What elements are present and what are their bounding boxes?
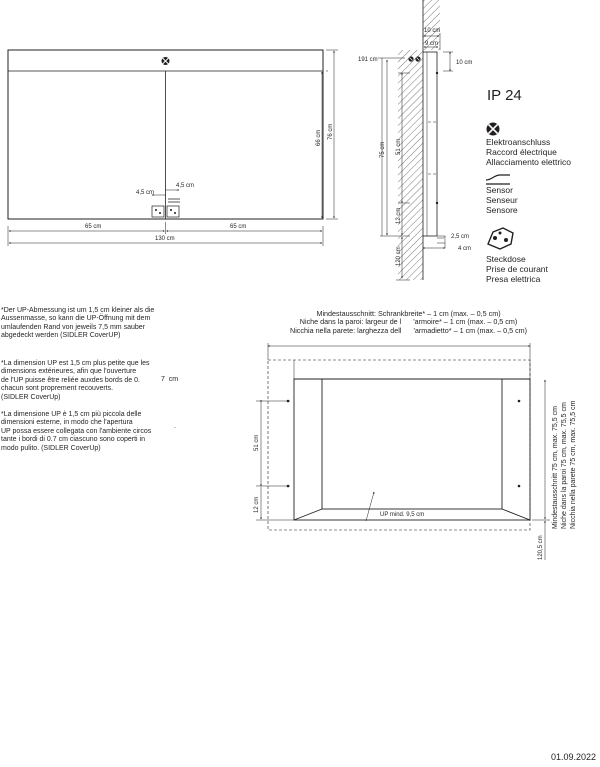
legend-electrical-de: Elektroanschluss bbox=[486, 137, 551, 147]
note-it: *La dimensione UP è 1,5 cm più piccola delle dimensioni esterne, in modo che l'apertura UP possa essere collegata con l'ambiente circos tante i bordi di 0.7 cm ciascuno sono coperti in modo pulito. (SIDLER CoverUp) bbox=[1, 411, 152, 452]
legend-sensor-de: Sensor bbox=[486, 185, 513, 195]
note-fr: *La dimension UP est 1,5 cm plus petite que les dimensions extérieures, afin que l'ouverture de l'UP puisse être reliée auxdes bords de 0. chacun sont proprement recouverts. (SIDLER CoverUp) bbox=[1, 360, 150, 401]
width-right-label: 65 cm bbox=[230, 224, 247, 230]
note-fr-extra: 7 cm bbox=[161, 376, 179, 383]
niche-header-de: Mindestausschnitt: Schrankbreite* – 1 cm (max. – 0,5 cm) bbox=[316, 309, 501, 318]
ip-rating: IP 24 bbox=[487, 87, 522, 104]
upper-depth-label: 10 cm bbox=[456, 60, 473, 66]
niche-header bbox=[290, 310, 527, 335]
niche-side-text-fr: Niche dans la paroi 75 cm, max. 75,5 cm bbox=[561, 402, 568, 529]
legend-electrical-fr: Raccord électrique bbox=[486, 147, 557, 157]
width-left-label: 65 cm bbox=[85, 224, 102, 230]
niche-header-fr: Niche dans la paroi: largeur de l 'armoire* – 1 cm (max. – 0,5 cm) bbox=[299, 317, 518, 327]
socket-offset-right-label: 4,5 cm bbox=[176, 183, 195, 189]
side-view bbox=[358, 0, 472, 280]
legend-sensor-it: Sensore bbox=[486, 205, 518, 215]
legend-sensor-text bbox=[486, 185, 518, 215]
note-de: *Der UP-Abmessung ist um 1,5 cm kleiner als die Aussenmasse, so kann die UP-Öffnung mit dem umlaufenden Rand von jeweils 7,5 mm sauber abgedeckt werden (SIDLER CoverUP) bbox=[1, 307, 155, 340]
niche-back-wall bbox=[322, 379, 502, 509]
note-it-mark: . bbox=[174, 423, 176, 430]
niche-dashed-outline bbox=[268, 360, 530, 530]
electrical-connection-icon bbox=[162, 57, 170, 65]
height-191-label: 191 cm bbox=[358, 57, 378, 63]
offset-2-5-label: 2,5 cm bbox=[451, 234, 470, 240]
width-total-label: 130 cm bbox=[155, 236, 175, 242]
niche-height-12-label: 12 cm bbox=[254, 496, 260, 513]
legend-electrical-icon bbox=[487, 123, 500, 136]
height-75-label: 75 cm bbox=[380, 141, 386, 158]
legend-sensor-fr: Senseur bbox=[486, 195, 518, 205]
niche-height-51-label: 51 cm bbox=[254, 434, 260, 451]
cabinet-side-profile bbox=[423, 52, 437, 236]
socket-offset-left-label: 4,5 cm bbox=[136, 190, 155, 196]
sensor-icon bbox=[168, 199, 180, 202]
legend-socket-it: Presa elettrica bbox=[486, 274, 541, 284]
niche-opening bbox=[294, 379, 530, 520]
height-51-label: 51 cm bbox=[396, 138, 402, 155]
inner-depth-label: 9 cm bbox=[425, 41, 439, 47]
niche-side-text-it: Nicchia nella parete 75 cm, max. 75,5 cm bbox=[570, 400, 577, 529]
up-min-depth-label: UP mind. 9,5 cm bbox=[380, 512, 425, 518]
legend-socket-text bbox=[486, 254, 548, 284]
legend-socket-fr: Prise de courant bbox=[486, 264, 548, 274]
height-12-label: 12 cm bbox=[396, 207, 402, 224]
legend-electrical-text bbox=[486, 137, 571, 167]
legend-socket-de: Steckdose bbox=[486, 254, 526, 264]
niche-bottom-dim-label: 120,5 cm bbox=[538, 535, 544, 560]
legend-sensor-icon bbox=[486, 175, 510, 184]
niche-header-it: Nicchia nella parete: larghezza dell 'armadietto* – 1 cm (max. – 0,5 cm) bbox=[290, 325, 528, 335]
top-depth-label: 10 cm bbox=[424, 28, 441, 34]
footer-date: 01.09.2022 bbox=[551, 752, 597, 762]
front-view bbox=[8, 50, 338, 246]
legend-socket-icon bbox=[488, 228, 513, 249]
offset-4-label: 4 cm bbox=[458, 246, 472, 252]
niche-view bbox=[254, 343, 577, 560]
height-inner-label: 66 cm bbox=[316, 129, 322, 146]
niche-side-text-de: Mindestausschnitt 75 cm, max. 75,5 cm bbox=[552, 406, 559, 529]
height-120-label: 120 cm bbox=[396, 246, 402, 266]
height-total-label: 76 cm bbox=[328, 123, 334, 140]
legend-electrical-it: Allacciamento elettrico bbox=[486, 157, 572, 167]
